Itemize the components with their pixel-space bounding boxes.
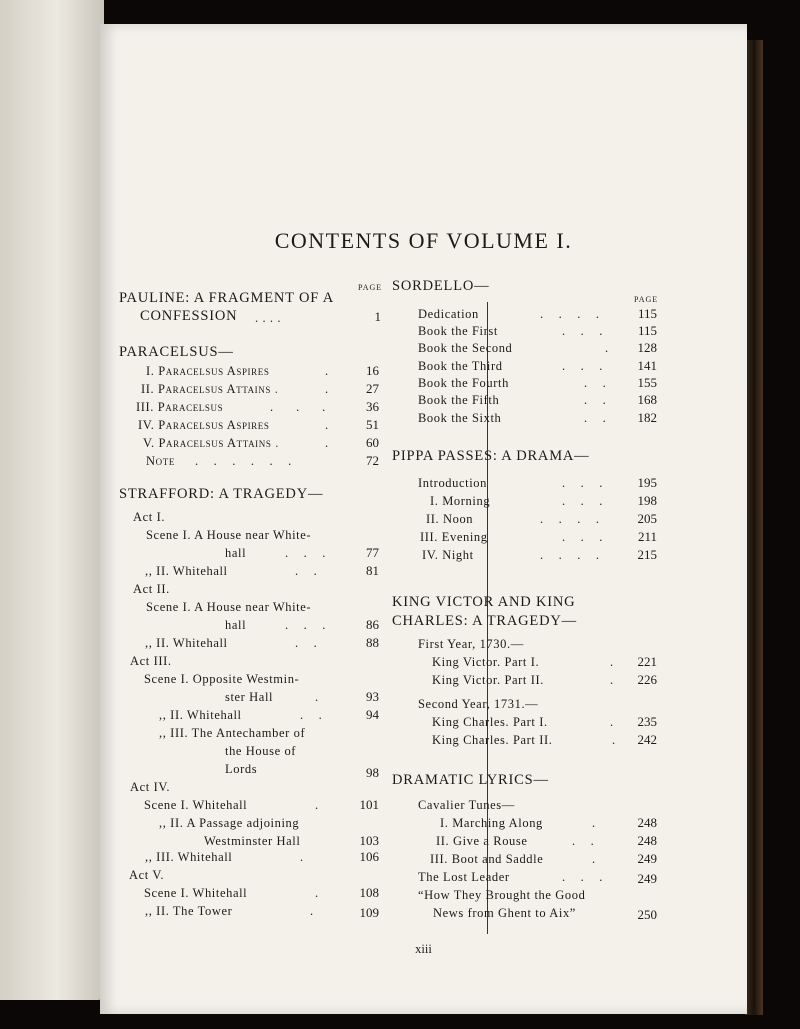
act-label: Act II.: [133, 582, 170, 596]
act-label: Act I.: [133, 510, 166, 524]
dot-leader: .: [325, 364, 329, 378]
page-ref: 182: [637, 410, 657, 425]
dot-leader: .: [325, 418, 329, 432]
toc-heading-paracelsus[interactable]: PARACELSUS—: [119, 344, 234, 360]
dot-leader: .: [300, 850, 304, 864]
dot-leader: . . . .: [540, 512, 600, 526]
page-ref: 60: [366, 435, 379, 450]
dot-leader: .: [612, 733, 616, 747]
toc-entry[interactable]: ,, II. The Tower: [145, 904, 233, 918]
dot-leader: . .: [572, 834, 595, 848]
toc-entry[interactable]: Introduction: [418, 476, 487, 490]
toc-entry[interactable]: King Charles. Part II.: [432, 733, 553, 747]
toc-entry[interactable]: Book the Fifth: [418, 393, 500, 407]
page-ref: 128: [637, 340, 657, 355]
dot-leader: .: [610, 673, 614, 687]
page-ref: 81: [366, 563, 379, 578]
contents-page: [100, 24, 747, 1014]
dot-leader: . . . . . .: [195, 454, 292, 468]
toc-entry[interactable]: Scene I. Opposite Westmin-: [144, 672, 300, 686]
dot-leader: .: [605, 341, 609, 355]
dot-leader: .: [325, 382, 329, 396]
page-ref: 27: [366, 381, 379, 396]
toc-heading-sordello[interactable]: SORDELLO—: [392, 278, 490, 294]
toc-entry[interactable]: ,, III. The Antechamber of: [159, 726, 306, 740]
dot-leader: .: [592, 816, 596, 830]
toc-heading-dramatic-lyrics[interactable]: DRAMATIC LYRICS—: [392, 772, 549, 788]
page-column-label: PAGE: [634, 295, 659, 304]
toc-entry[interactable]: II. Give a Rouse: [436, 834, 528, 848]
dot-leader: . .: [584, 376, 607, 390]
toc-entry[interactable]: Scene I. Whitehall: [144, 798, 248, 812]
page-ref: 205: [637, 511, 657, 526]
toc-entry-cont: ster Hall: [225, 690, 274, 704]
toc-entry[interactable]: Scene I. Whitehall: [144, 886, 248, 900]
page-ref: 248: [637, 833, 657, 848]
page-ref: 242: [637, 732, 657, 747]
toc-entry-cont: hall: [225, 546, 247, 560]
toc-entry[interactable]: III. Paracelsus: [136, 400, 224, 414]
page-ref: 98: [366, 765, 379, 780]
page-ref: 235: [637, 714, 657, 729]
dot-leader: . . . .: [540, 307, 600, 321]
dot-leader: . . . .: [540, 548, 600, 562]
page-ref: 198: [637, 493, 657, 508]
dot-leader: . . .: [270, 400, 326, 414]
page-ref: 250: [637, 907, 657, 922]
toc-entry[interactable]: ,, II. Whitehall: [159, 708, 242, 722]
dot-leader: . . . .: [255, 311, 282, 325]
toc-heading-strafford[interactable]: STRAFFORD: A TRAGEDY—: [119, 486, 324, 502]
toc-entry[interactable]: King Charles. Part I.: [432, 715, 548, 729]
dot-leader: .: [310, 904, 314, 918]
toc-entry[interactable]: Book the Third: [418, 359, 503, 373]
toc-entry[interactable]: I. Paracelsus Aspires: [146, 364, 270, 378]
facing-page-edge: [0, 0, 104, 1000]
toc-entry-cont: hall: [225, 618, 247, 632]
toc-entry[interactable]: King Victor. Part II.: [432, 673, 544, 687]
page-ref: 88: [366, 635, 379, 650]
page-ref: 16: [366, 363, 379, 378]
page-ref: 155: [637, 375, 657, 390]
page-ref: 221: [637, 654, 657, 669]
toc-heading-king-victor-cont[interactable]: CHARLES: A TRAGEDY—: [392, 613, 577, 629]
toc-entry[interactable]: I. Morning: [430, 494, 491, 508]
toc-entry[interactable]: II. Noon: [426, 512, 474, 526]
page-ref: 249: [637, 871, 657, 886]
dot-leader: . .: [300, 708, 323, 722]
toc-entry[interactable]: Book the Second: [418, 341, 513, 355]
dot-leader: .: [592, 852, 596, 866]
toc-entry-cont: News from Ghent to Aix”: [433, 906, 576, 920]
page-ref: 103: [359, 833, 379, 848]
page-ref: 109: [359, 905, 379, 920]
page-column-label: PAGE: [358, 283, 383, 292]
dot-leader: . .: [584, 393, 607, 407]
page-ref: 1: [374, 309, 381, 324]
book-spine: [745, 40, 763, 1015]
toc-heading-pippa[interactable]: PIPPA PASSES: A DRAMA—: [392, 448, 590, 464]
page-ref: 101: [359, 797, 379, 812]
toc-entry[interactable]: III. Boot and Saddle: [430, 852, 544, 866]
dot-leader: .: [315, 690, 319, 704]
toc-entry[interactable]: ,, II. A Passage adjoining: [159, 816, 300, 830]
page-number: xiii: [415, 942, 432, 956]
subsection-label: First Year, 1730.—: [418, 637, 524, 651]
dot-leader: . . .: [285, 546, 326, 560]
page-ref: 36: [366, 399, 379, 414]
toc-entry[interactable]: King Victor. Part I.: [432, 655, 540, 669]
dot-leader: .: [315, 798, 319, 812]
toc-heading-pauline[interactable]: PAULINE: A FRAGMENT OF A: [119, 290, 334, 306]
page-ref: 248: [637, 815, 657, 830]
act-label: Act V.: [129, 868, 165, 882]
toc-entry[interactable]: Note: [146, 454, 175, 468]
page-ref: 106: [359, 849, 379, 864]
toc-entry[interactable]: ,, III. Whitehall: [145, 850, 233, 864]
page-ref: 226: [637, 672, 657, 687]
dot-leader: . .: [295, 564, 318, 578]
act-label: Act IV.: [130, 780, 171, 794]
dot-leader: .: [610, 655, 614, 669]
page-ref: 249: [637, 851, 657, 866]
page-ref: 72: [366, 453, 379, 468]
dot-leader: . . .: [562, 324, 603, 338]
toc-entry[interactable]: Book the Fourth: [418, 376, 509, 390]
toc-heading-king-victor[interactable]: KING VICTOR AND KING: [392, 594, 576, 610]
page-ref: 215: [637, 547, 657, 562]
page-ref: 211: [637, 529, 657, 544]
dot-leader: .: [610, 715, 614, 729]
subsection-label: Cavalier Tunes—: [418, 798, 515, 812]
toc-entry-cont: Westminster Hall: [204, 834, 301, 848]
page-ref: 115: [637, 306, 657, 321]
dot-leader: . . .: [562, 530, 603, 544]
toc-entry[interactable]: Book the First: [418, 324, 498, 338]
dot-leader: .: [325, 436, 329, 450]
toc-entry[interactable]: IV. Night: [422, 548, 474, 562]
page-ref: 168: [637, 392, 657, 407]
dot-leader: . .: [295, 636, 318, 650]
toc-entry[interactable]: “How They Brought the Good: [418, 888, 586, 902]
dot-leader: . .: [584, 411, 607, 425]
toc-entry[interactable]: Scene I. A House near White-: [146, 528, 312, 542]
toc-entry[interactable]: ,, II. Whitehall: [145, 564, 228, 578]
toc-entry-cont: Lords: [225, 762, 258, 776]
page-ref: 115: [637, 323, 657, 338]
subsection-label: Second Year, 1731.—: [418, 697, 539, 711]
page-ref: 93: [366, 689, 379, 704]
page-ref: 86: [366, 617, 379, 632]
page-ref: 141: [637, 358, 657, 373]
toc-entry[interactable]: Scene I. A House near White-: [146, 600, 312, 614]
toc-entry[interactable]: I. Marching Along: [440, 816, 543, 830]
toc-entry[interactable]: III. Evening: [420, 530, 488, 544]
act-label: Act III.: [130, 654, 172, 668]
dot-leader: . . .: [562, 359, 603, 373]
toc-entry[interactable]: II. Paracelsus Attains .: [141, 382, 279, 396]
dot-leader: . . .: [562, 494, 603, 508]
toc-heading-pauline-cont[interactable]: CONFESSION: [140, 308, 238, 324]
dot-leader: .: [315, 886, 319, 900]
page-ref: 195: [637, 475, 657, 490]
page-ref: 94: [366, 707, 379, 722]
page-ref: 51: [366, 417, 379, 432]
page-ref: 77: [366, 545, 379, 560]
toc-entry[interactable]: IV. Paracelsus Aspires: [138, 418, 270, 432]
toc-entry[interactable]: The Lost Leader: [418, 870, 510, 884]
toc-entry[interactable]: V. Paracelsus Attains .: [143, 436, 279, 450]
toc-entry[interactable]: Book the Sixth: [418, 411, 502, 425]
page-ref: 108: [359, 885, 379, 900]
dot-leader: . . .: [562, 476, 603, 490]
page-title: CONTENTS OF VOLUME I.: [274, 228, 573, 253]
toc-entry[interactable]: ,, II. Whitehall: [145, 636, 228, 650]
toc-entry[interactable]: Dedication: [418, 307, 479, 321]
toc-entry-cont: the House of: [225, 744, 297, 758]
dot-leader: . . .: [285, 618, 326, 632]
dot-leader: . . .: [562, 870, 603, 884]
